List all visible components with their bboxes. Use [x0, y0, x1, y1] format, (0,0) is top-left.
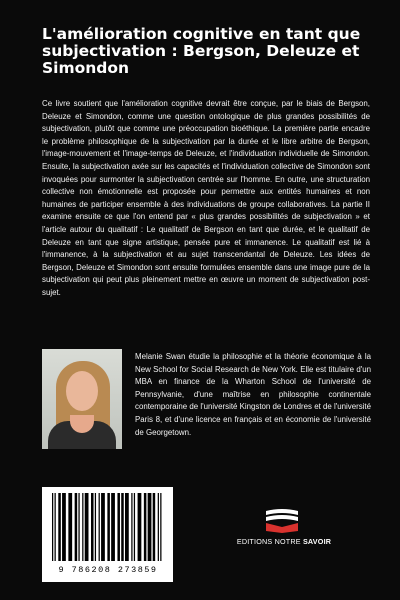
- publisher-prefix: EDITIONS NOTRE: [236, 537, 303, 546]
- publisher-name: [234, 537, 334, 546]
- book-summary: Ce livre soutient que l'amélioration cognitive devrait être conçue, par le biais de Bergson, Deleuze et Simondon, comme une question ontologique de plus grandes possibilités de subjectivation, plutôt que comme une préoccupation bioéthique. La première partie encadre le problème philosophique de la subjectivation par la durée et le libre arbitre de Bergson, l'image-mouvement et l'image-temps de Deleuze, et l'individuation individuelle de Simondon. Ensuite, la subjectivation axée sur les capacités et l'individuation collective de Simondon sont invoquées pour surmonter la subjectivation centrée sur l'homme. En outre, une structuration collective non émotionnelle est proposée pour permettre aux entités humaines et non humaines de participer ensemble à des individuations de groupe collaboratives. La partie II examine ensuite ce que l'on entend par « plus grandes possibilités de subjectivation » et l'article autour du qualitatif : Le qualitatif de Bergson en tant que durée, et le qualitatif de Deleuze en tant que signe artistique, pensée pure et immanence. Le qualitatif est lié à l'immanence, à la subjectivation et au sujet transcendantal de Deleuze. Les idées de Bergson, Deleuze et Simondon sont ensuite formulées ensemble dans une image pure de la subjectivation qui peut plus pleinement mettre en œuvre un moment de subjectivation post-sujet.: [42, 99, 370, 297]
- publisher-logo-icon: [262, 507, 302, 533]
- barcode-bars: [52, 493, 164, 561]
- author-photo: [42, 349, 122, 449]
- publisher-bold: SAVOIR: [302, 537, 332, 546]
- isbn-number: 9 786208 273859: [58, 565, 158, 575]
- author-bio: Melanie Swan étudie la philosophie et la théorie économique à la New School for Social Research de New York. Elle est titulaire d'un MBA en finance de la Wharton School de l'université de Pennsylvanie, d'une maîtrise en philosophie continentale contemporaine de l'université Kingston de Londres et de l'université Paris 8, et d'une licence en français et en économie de l'université de Georgetown.: [135, 352, 371, 437]
- barcode: [42, 487, 173, 582]
- book-title: L'amélioration cognitive en tant que subjectivation : Bergson, Deleuze et Simondon: [42, 25, 361, 77]
